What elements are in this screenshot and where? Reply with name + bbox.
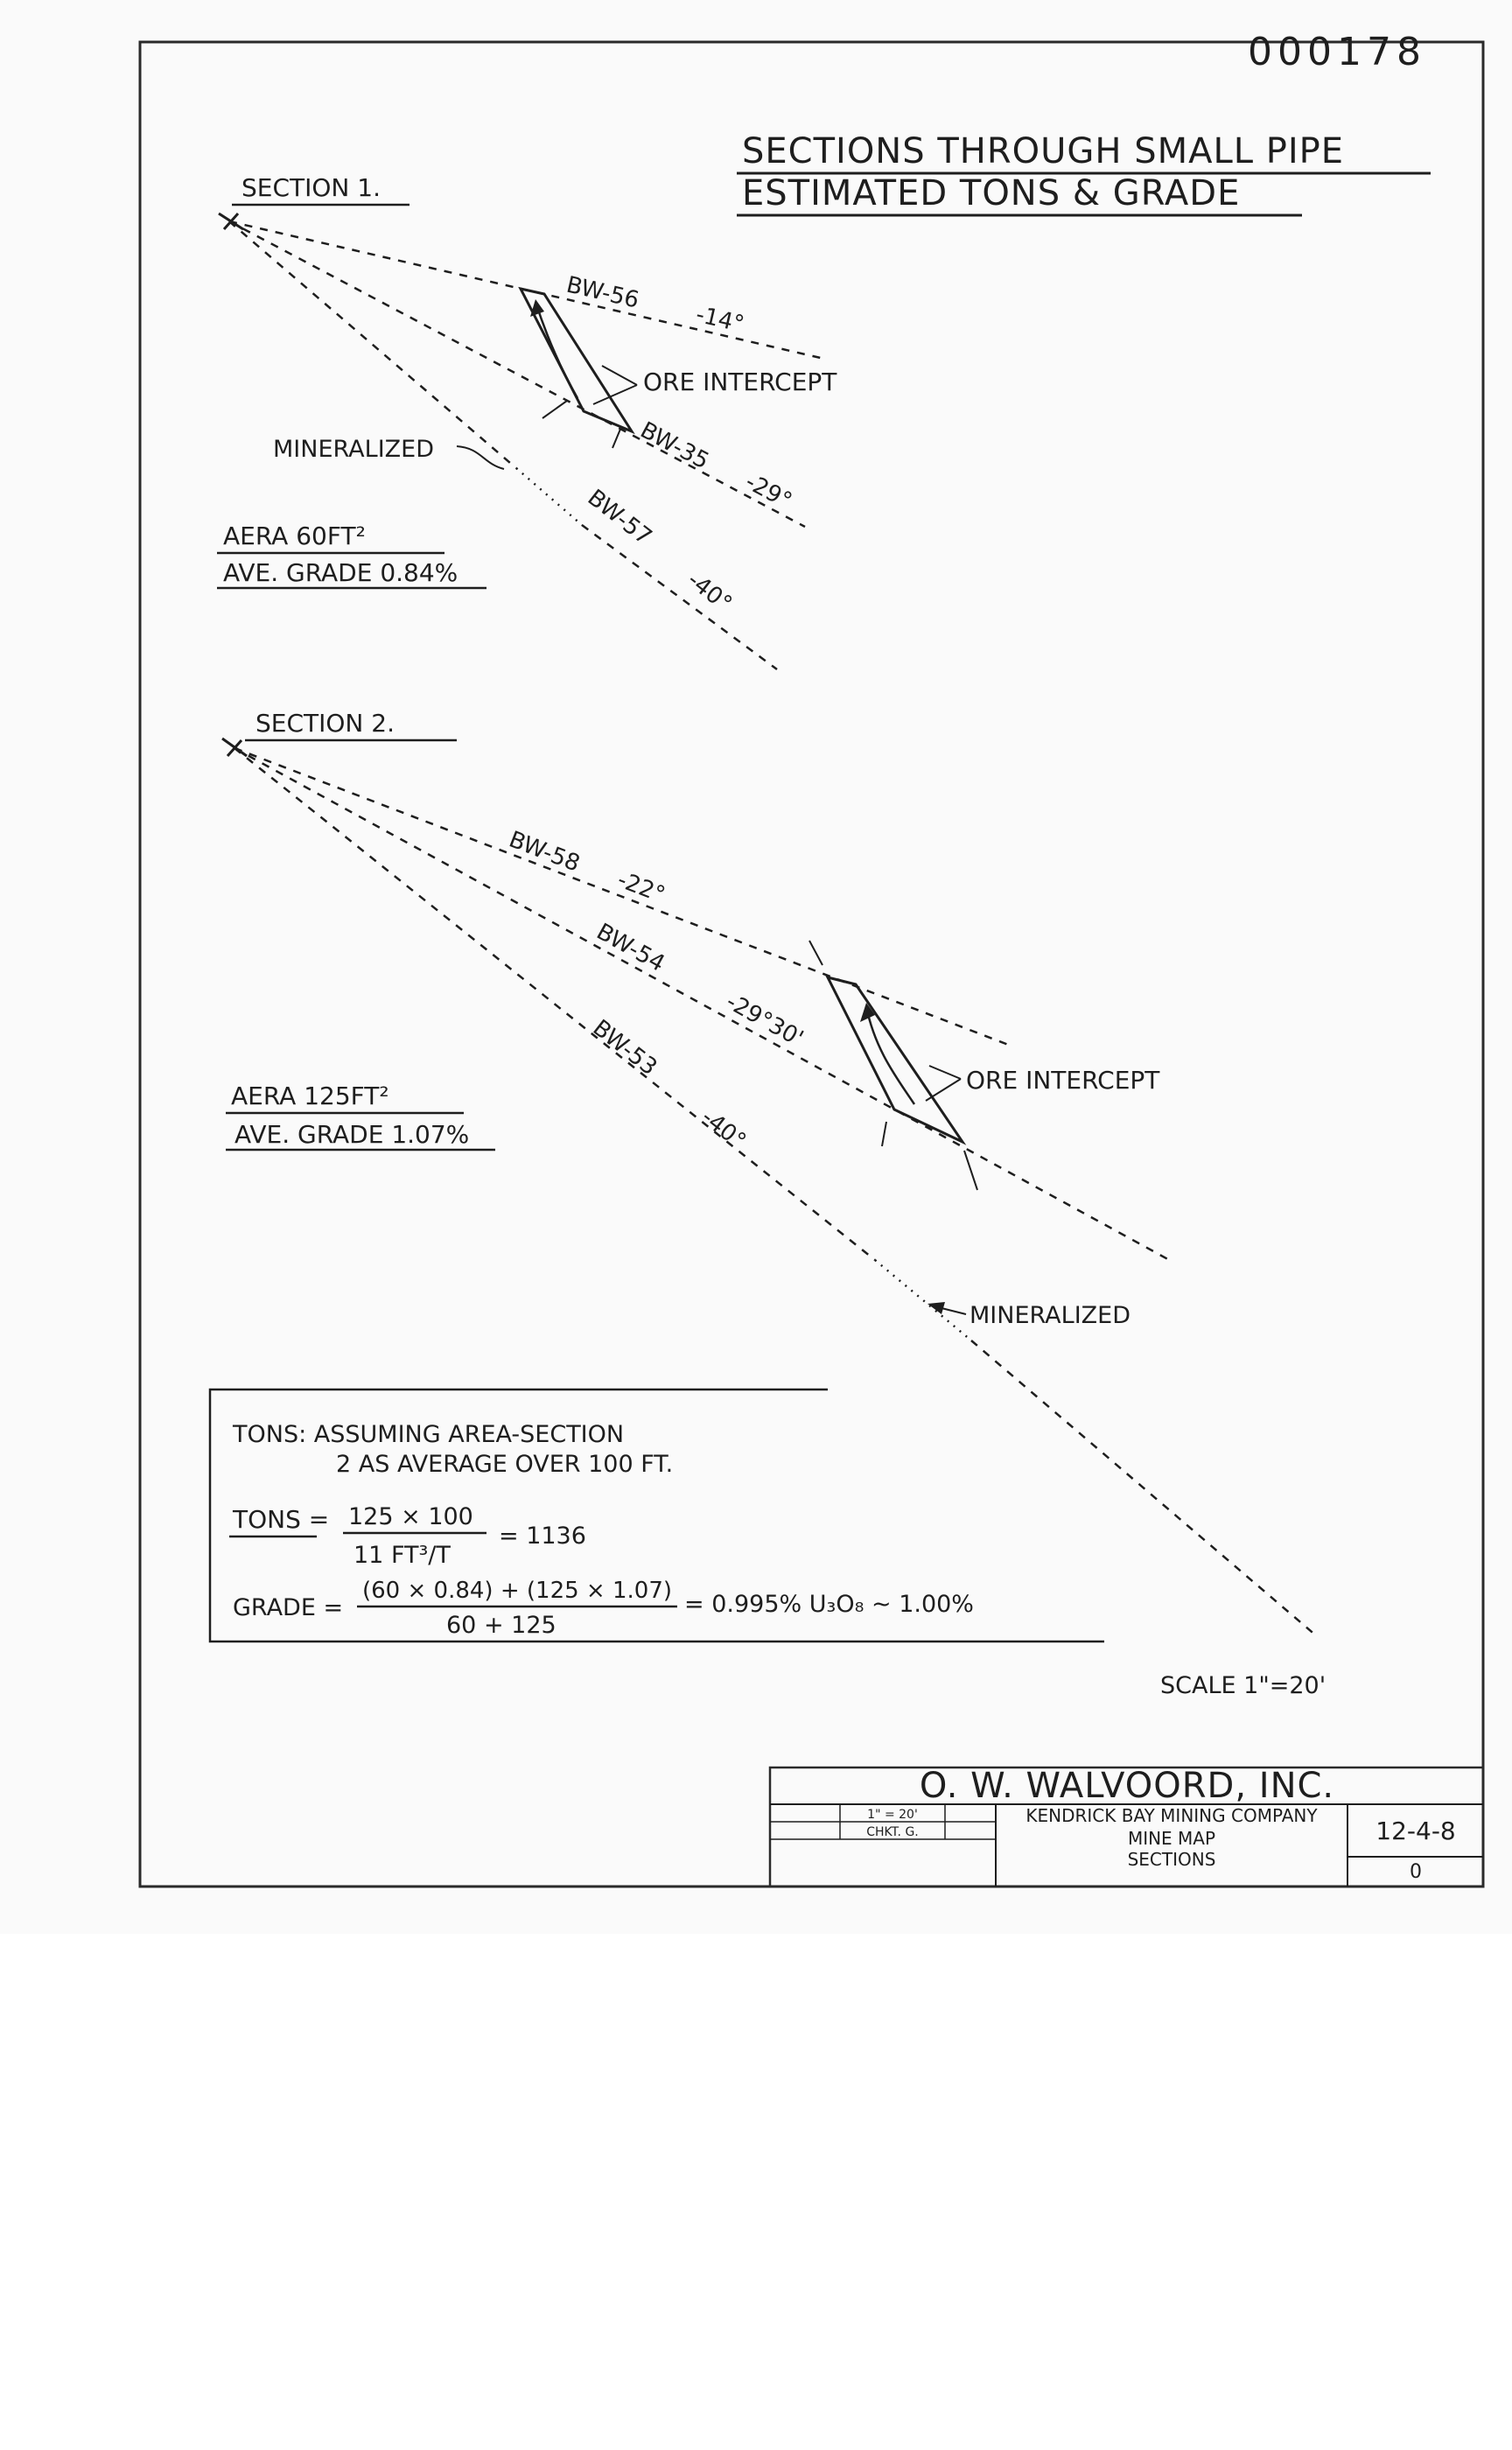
calc-tons-numerator: 125 × 100 (348, 1503, 473, 1530)
section2-ore-label: ORE INTERCEPT (966, 1066, 1160, 1095)
calc-tons-denominator: 11 FT³/T (354, 1542, 451, 1569)
section1-hole2-angle: -29° (740, 468, 796, 515)
section2-label: SECTION 2. (256, 709, 395, 738)
title-block-checked-small: CHKT. G. (866, 1825, 919, 1839)
title-block-client: KENDRICK BAY MINING COMPANY (1026, 1805, 1318, 1826)
section1-hole2-id: BW-35 (635, 416, 713, 475)
title-block-company: O. W. WALVOORD, INC. (919, 1766, 1335, 1806)
title-block-scale-small: 1" = 20' (867, 1808, 918, 1822)
section1-area: AERA 60FT² (223, 522, 366, 550)
section1-label: SECTION 1. (242, 173, 381, 202)
title-block-line2: MINE MAP (1127, 1828, 1216, 1849)
section2-hole2-id: BW-54 (592, 918, 669, 977)
section1-hole3-angle: -40° (682, 566, 737, 618)
calc-grade-numerator: (60 × 0.84) + (125 × 1.07) (362, 1578, 673, 1604)
title-line1: SECTIONS THROUGH SMALL PIPE (742, 131, 1345, 172)
section2-area: AERA 125FT² (231, 1082, 389, 1110)
calc-tons-label: TONS = (233, 1505, 330, 1534)
section1-hole1-angle: -14° (693, 301, 747, 339)
calc-grade-label: GRADE = (233, 1594, 344, 1621)
calc-grade-denominator: 60 + 125 (446, 1612, 556, 1639)
title-block-rev: 0 (1410, 1861, 1422, 1883)
section1-hole1-id: BW-56 (564, 271, 642, 314)
section2-hole3-id: BW-53 (587, 1014, 662, 1082)
section2-hole2-angle: -29°30' (721, 988, 808, 1053)
section1-mineralized-label: MINERALIZED (273, 436, 435, 463)
section1-hole3-id: BW-57 (582, 484, 657, 551)
calc-tons-result: = 1136 (499, 1522, 586, 1550)
section2-hole1-id: BW-58 (505, 826, 584, 878)
section2-mineralized-label: MINERALIZED (970, 1302, 1131, 1329)
scale-note: SCALE 1"=20' (1160, 1672, 1326, 1699)
section1-ore-label: ORE INTERCEPT (643, 368, 837, 396)
title-block-drawing-no: 12-4-8 (1376, 1816, 1456, 1845)
section2-hole1-angle: -22° (613, 866, 669, 909)
section1-grade: AVE. GRADE 0.84% (223, 558, 458, 587)
doc-number: 000178 (1248, 30, 1426, 74)
calc-grade-result: = 0.995% U₃O₈ ∼ 1.00% (684, 1591, 974, 1618)
title-line2: ESTIMATED TONS & GRADE (742, 173, 1241, 214)
calc-note1: TONS: ASSUMING AREA-SECTION (233, 1421, 625, 1448)
calc-note2: 2 AS AVERAGE OVER 100 FT. (336, 1451, 674, 1478)
section2-hole3-angle: -40° (696, 1103, 751, 1155)
title-block-line3: SECTIONS (1127, 1849, 1216, 1870)
section2-grade: AVE. GRADE 1.07% (234, 1120, 470, 1149)
